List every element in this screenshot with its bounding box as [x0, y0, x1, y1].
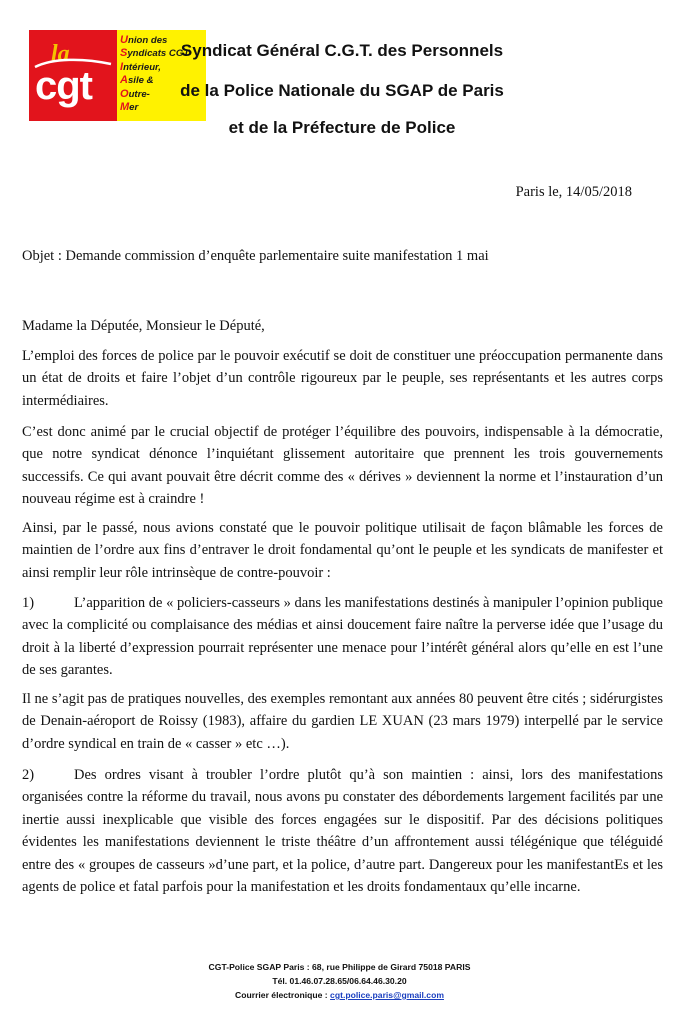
letter-subject: Objet : Demande commission d’enquête parlementaire suite manifestation 1 mai	[22, 248, 489, 264]
list-number: 1)	[22, 595, 35, 611]
body-paragraph-5: Il ne s’agit pas de pratiques nouvelles, des exemples remontant aux années 80 peuvent être cités ; sidérurgistes de Denain-aéroport de Roissy (1983), affaire du gardien LE XUAN (23 mars 1979) interpellé par le service d’ordre syndical en train de « casser » etc …).	[22, 691, 663, 752]
list-item-text: L’apparition de « policiers-casseurs » dans les manifestations destinés à manipuler l’opinion publique avec la complicité ou complaisance des médias et ainsi doucement faire naître la perverse idée que l’usage du droit à la liberté d’expression pourrait représenter une menace pour l’intérêt général alors qu’elle en est l’une de ses garantes.	[22, 595, 663, 679]
logo-line: Outre-	[120, 87, 150, 100]
footer-address: CGT-Police SGAP Paris : 68, rue Philippe de Girard 75018 PARIS	[208, 962, 471, 972]
letter-date: Paris le, 14/05/2018	[515, 184, 632, 200]
logo-line: Union des	[120, 34, 168, 46]
body-paragraph-2: C’est donc animé par le crucial objectif de protéger l’équilibre des pouvoirs, indispensable à la démocratie, que notre syndicat dénonce l’inquiétant glissement autoritaire que prennent les trois gouvernements successifs. Ce qui avant pouvait être décrit comme des « dérives » deviennent la norme et l’instauration d’un nouveau régime est à craindre !	[22, 424, 663, 508]
body-paragraph-1: L’emploi des forces de police par le pouvoir exécutif se doit de constituer une préoccupation permanente dans un état de droits et faire l’objet d’un contrôle rigoureux par le peuple, ses représentants et les autres corps intermédiaires.	[22, 348, 663, 409]
header-title-line-1: Syndicat Général C.G.T. des Personnels	[180, 41, 504, 60]
header-title-line-3: et de la Préfecture de Police	[228, 118, 456, 137]
list-number: 2)	[22, 767, 35, 783]
footer	[0, 960, 679, 1002]
footer-phone: Tél. 01.46.07.28.65/06.64.46.30.20	[272, 976, 407, 986]
logo-line: Intérieur,	[120, 60, 161, 73]
footer-email-line	[0, 988, 679, 1002]
logo-red-panel	[29, 30, 117, 121]
body-paragraph-3: Ainsi, par le passé, nous avions constaté que le pouvoir politique utilisait de façon blâmable les forces de maintien de l’ordre aux fins d’entraver le droit fondamental qu’ont le peuple et les syndicats de manifester et ainsi remplir leur rôle intrinsèque de contre-pouvoir :	[22, 520, 663, 581]
list-item-1	[22, 592, 663, 682]
letter-salutation: Madame la Députée, Monsieur le Député,	[22, 318, 265, 334]
list-item-2	[22, 764, 663, 898]
logo-line: Mer	[120, 101, 139, 114]
footer-email-label: Courrier électronique :	[235, 990, 331, 1000]
logo-cgt-text: cgt	[35, 64, 92, 108]
footer-email-link[interactable]: cgt.police.paris@gmail.com	[330, 990, 444, 1000]
header-title-line-2: de la Police Nationale du SGAP de Paris	[180, 81, 504, 100]
logo-line: Asile &	[120, 74, 154, 87]
logo-line: Syndicats CGT	[120, 47, 190, 60]
logo-la-text: la	[51, 41, 70, 67]
list-item-text: Des ordres visant à troubler l’ordre plutôt qu’à son maintien : ainsi, lors des manifestations organisées contre la réforme du travail, nous avons pu constater des débordements largement facilités par une inertie aussi inexplicable que visible des forces engagées sur le dispositif. Par des décisions politiques évidentes les manifestations deviennent le triste théâtre d’un affrontement aussi télégénique que téléguidé entre des « groupes de casseurs »d’une part, et la police, d’autre part. Dangereux pour les manifestantEs et les agents de police et fatal parfois pour la manifestation et les droits fondamentaux qu’elle incarne.	[22, 767, 663, 896]
